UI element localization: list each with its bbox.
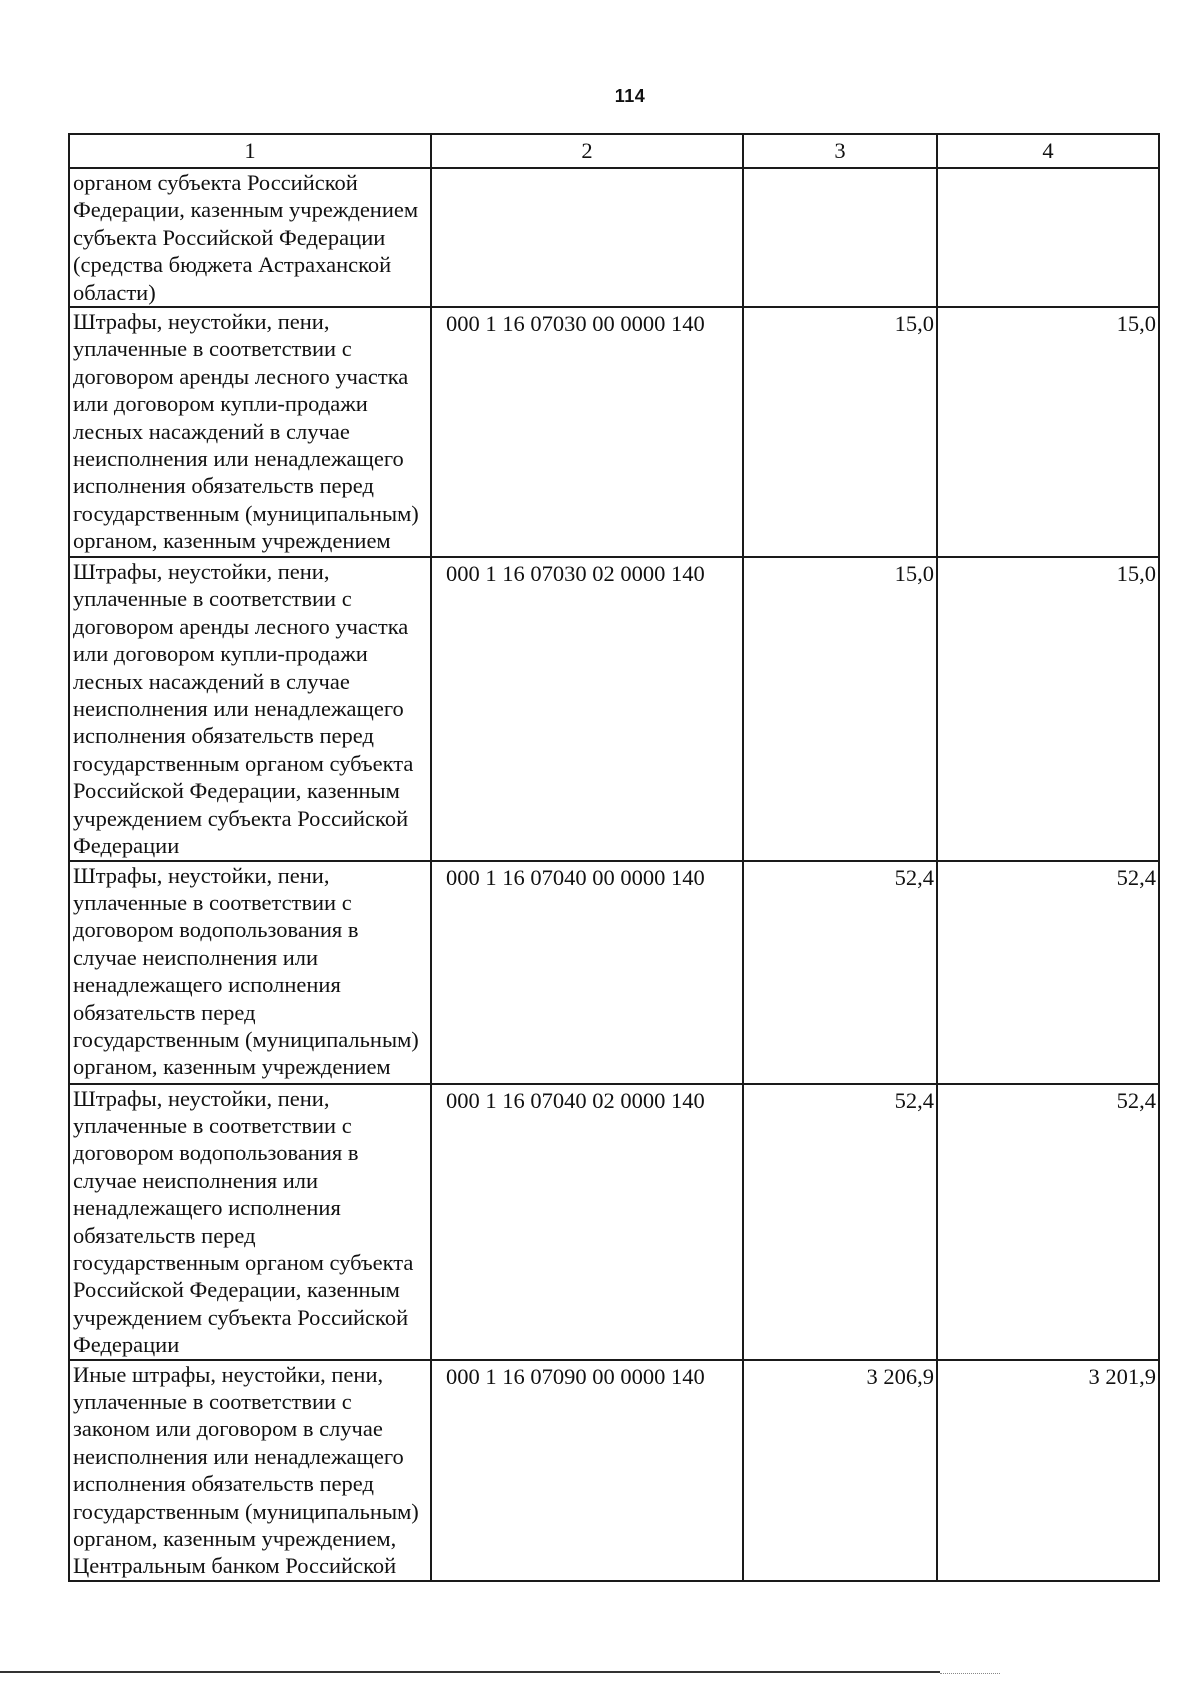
table-row (69, 1360, 1159, 1581)
row-name-cell: органом субъекта Российской Федерации, казенным учреждением субъекта Российской Федерации (средства бюджета Астраханской области) (69, 168, 431, 307)
budget-code-cell (431, 168, 743, 307)
budget-code-cell: 000 1 16 07040 02 0000 140 (431, 1084, 743, 1360)
column-header: 1 (69, 134, 431, 168)
table-row (69, 861, 1159, 1084)
row-name-cell: Штрафы, неустойки, пени, уплаченные в соответствии с договором водопользования в случае неисполнения или ненадлежащего исполнения обязательств перед государственным (муниципальным) органом, казенным учреждением (69, 861, 431, 1084)
amount-cell-col4: 15,0 (937, 557, 1159, 860)
table-header-row (69, 134, 1159, 168)
row-name-cell: Штрафы, неустойки, пени, уплаченные в соответствии с договором водопользования в случае неисполнения или ненадлежащего исполнения обязательств перед государственным органом субъекта Российской Федерации, казенным учреждением субъекта Российской Федерации (69, 1084, 431, 1360)
amount-cell-col3: 52,4 (743, 1084, 937, 1360)
amount-cell-col4: 52,4 (937, 1084, 1159, 1360)
revenue-table (68, 133, 1160, 1582)
amount-cell-col3: 15,0 (743, 307, 937, 557)
column-header: 2 (431, 134, 743, 168)
amount-cell-col3 (743, 168, 937, 307)
footer-rule (0, 1671, 940, 1673)
amount-cell-col4: 15,0 (937, 307, 1159, 557)
budget-code-cell: 000 1 16 07090 00 0000 140 (431, 1360, 743, 1581)
budget-code-cell: 000 1 16 07030 02 0000 140 (431, 557, 743, 860)
amount-cell-col3: 15,0 (743, 557, 937, 860)
budget-code-cell: 000 1 16 07030 00 0000 140 (431, 307, 743, 557)
row-name-cell: Штрафы, неустойки, пени, уплаченные в соответствии с договором аренды лесного участка или договором купли-продажи лесных насаждений в случае неисполнения или ненадлежащего исполнения обязательств перед государственным органом субъекта Российской Федерации, казенным учреждением субъекта Российской Федерации (69, 557, 431, 860)
page-number: 114 (614, 86, 646, 106)
table-row (69, 557, 1159, 860)
amount-cell-col4: 3 201,9 (937, 1360, 1159, 1581)
budget-code-cell: 000 1 16 07040 00 0000 140 (431, 861, 743, 1084)
table-row (69, 168, 1159, 307)
amount-cell-col3: 3 206,9 (743, 1360, 937, 1581)
amount-cell-col4 (937, 168, 1159, 307)
row-name-cell: Штрафы, неустойки, пени, уплаченные в соответствии с договором аренды лесного участка или договором купли-продажи лесных насаждений в случае неисполнения или ненадлежащего исполнения обязательств перед государственным (муниципальным) органом, казенным учреждением (69, 307, 431, 557)
column-header: 4 (937, 134, 1159, 168)
table-row (69, 1084, 1159, 1360)
row-name-cell: Иные штрафы, неустойки, пени, уплаченные в соответствии с законом или договором в случае неисполнения или ненадлежащего исполнения обязательств перед государственным (муниципальным) органом, казенным учреждением, Центральным банком Российской (69, 1360, 431, 1581)
amount-cell-col3: 52,4 (743, 861, 937, 1084)
amount-cell-col4: 52,4 (937, 861, 1159, 1084)
table-row (69, 307, 1159, 557)
column-header: 3 (743, 134, 937, 168)
footer-rule-tail (940, 1673, 1000, 1674)
